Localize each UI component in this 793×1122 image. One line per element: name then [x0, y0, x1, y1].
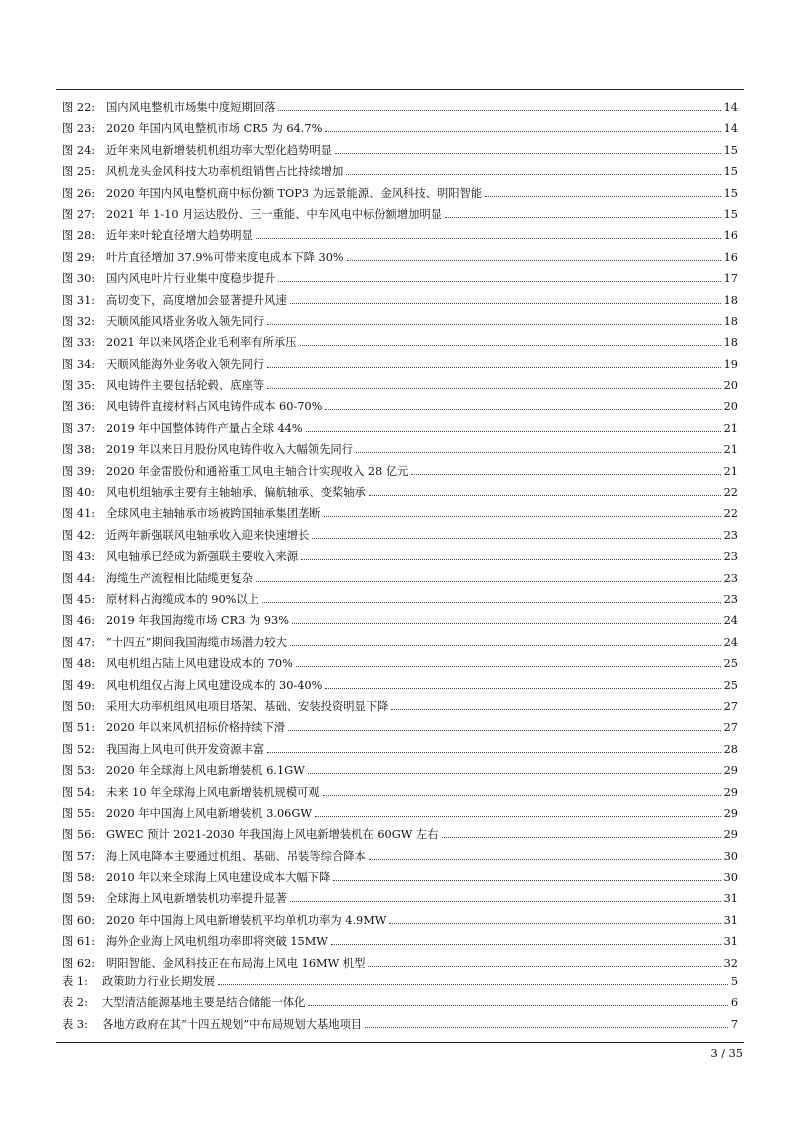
dot-leader	[369, 495, 721, 496]
dot-leader	[325, 688, 720, 689]
toc-entry-label: 图 35:	[62, 379, 96, 393]
toc-entry-page: 25	[723, 657, 738, 671]
toc-entry-title: 2021 年 1-10 月运达股份、三一重能、中车风电中标份额增加明显	[106, 207, 443, 221]
figure-toc-entry[interactable]	[62, 418, 738, 439]
toc-entry-label: 图 24:	[62, 143, 96, 157]
figure-toc-entry[interactable]	[62, 696, 738, 717]
toc-entry-label: 表 1:	[62, 975, 88, 988]
toc-entry-title: 2020 年国内风电整机市场 CR5 为 64.7%	[106, 122, 323, 136]
figure-toc-entry[interactable]	[62, 225, 738, 246]
toc-entry-title: 明阳智能、金风科技正在布局海上风电 16MW 机型	[106, 956, 366, 970]
figure-toc-entry[interactable]	[62, 396, 738, 417]
toc-entry-title: 我国海上风电可供开发资源丰富	[106, 742, 265, 756]
toc-entry-page: 6	[730, 996, 738, 1010]
dot-leader	[296, 666, 721, 667]
figure-toc-entry[interactable]	[62, 140, 738, 161]
toc-entry-page: 24	[723, 614, 738, 628]
toc-entry-page: 15	[723, 165, 738, 179]
toc-entry-title: 风电机组轴承主要有主轴轴承、偏航轴承、变桨轴承	[106, 486, 366, 500]
toc-entry-title: 风电机组仅占海上风电建设成本的 30-40%	[106, 678, 323, 692]
figure-toc-entry[interactable]	[62, 204, 738, 225]
toc-entry-label: 图 57:	[62, 849, 96, 863]
dot-leader	[331, 944, 721, 945]
toc-entry-page: 15	[723, 207, 738, 221]
toc-entry-title: 高切变下，高度增加会显著提升风速	[106, 293, 287, 307]
toc-entry-title: 2019 年以来日月股份风电铸件收入大幅领先同行	[106, 443, 353, 457]
toc-entry-page: 30	[723, 871, 738, 885]
toc-entry-page: 14	[723, 101, 738, 114]
dot-leader	[288, 730, 720, 731]
figure-toc-entry[interactable]	[62, 846, 738, 867]
toc-entry-label: 表 3:	[62, 1017, 88, 1031]
toc-entry-title: 近两年新强联风电轴承收入迎来快速增长	[106, 528, 310, 542]
toc-entry-page: 18	[723, 314, 738, 328]
dot-leader	[278, 110, 720, 111]
dot-leader	[292, 623, 721, 624]
toc-entry-title: 2020 年中国海上风电新增装机平均单机功率为 4.9MW	[106, 913, 387, 927]
toc-entry-page: 25	[723, 678, 738, 692]
figure-toc-entry[interactable]	[62, 653, 738, 674]
figure-toc-entry[interactable]	[62, 375, 738, 396]
table-list	[62, 971, 738, 1035]
toc-entry-page: 18	[723, 336, 738, 350]
dot-leader	[262, 602, 721, 603]
toc-entry-page: 16	[723, 229, 738, 243]
toc-entry-label: 图 46:	[62, 614, 96, 628]
dot-leader	[389, 923, 720, 924]
dot-leader	[445, 217, 721, 218]
toc-entry-title: 风电铸件主要包括轮毂、底座等	[106, 379, 265, 393]
dot-leader	[325, 131, 720, 132]
dot-leader	[391, 709, 720, 710]
toc-entry-page: 5	[730, 975, 738, 988]
toc-entry-title: 叶片直径增加 37.9%可带来度电成本下降 30%	[106, 250, 344, 264]
toc-entry-title: 风电轴承已经成为新强联主要收入来源	[106, 550, 299, 564]
figure-toc-entry[interactable]	[62, 931, 738, 952]
toc-entry-label: 表 2:	[62, 996, 88, 1010]
toc-entry-page: 31	[723, 913, 738, 927]
toc-entry-page: 23	[723, 550, 738, 564]
toc-entry-title: GWEC 预计 2021-2030 年我国海上风电新增装机在 60GW 左右	[106, 828, 439, 842]
toc-entry-title: 2020 年全球海上风电新增装机 6.1GW	[106, 764, 305, 778]
toc-entry-label: 图 51:	[62, 721, 96, 735]
dot-leader	[312, 538, 720, 539]
dot-leader	[323, 795, 721, 796]
figure-list	[62, 97, 738, 974]
figure-toc-entry[interactable]	[62, 268, 738, 289]
toc-entry-page: 30	[723, 849, 738, 863]
figure-toc-entry[interactable]	[62, 183, 738, 204]
toc-entry-page: 29	[723, 828, 738, 842]
figure-toc-entry[interactable]	[62, 610, 738, 631]
dot-leader	[347, 260, 721, 261]
toc-entry-page: 29	[723, 806, 738, 820]
toc-entry-label: 图 61:	[62, 935, 96, 949]
toc-entry-title: 近年来风电新增装机机组功率大型化趋势明显	[106, 143, 332, 157]
toc-entry-page: 15	[723, 186, 738, 200]
toc-entry-label: 图 55:	[62, 806, 96, 820]
toc-entry-label: 图 23:	[62, 122, 96, 136]
footer-rule	[56, 1042, 744, 1043]
dot-leader	[300, 345, 721, 346]
toc-entry-page: 21	[723, 443, 738, 457]
toc-entry-label: 图 28:	[62, 229, 96, 243]
figure-toc-entry[interactable]	[62, 354, 738, 375]
figure-toc-entry[interactable]	[62, 867, 738, 888]
toc-entry-label: 图 45:	[62, 592, 96, 606]
toc-entry-label: 图 22:	[62, 101, 96, 114]
toc-entry-title: 2020 年国内风电整机商中标份额 TOP3 为远景能源、金风科技、明阳智能	[106, 186, 483, 200]
toc-entry-page: 27	[723, 699, 738, 713]
dot-leader	[278, 281, 720, 282]
figure-toc-entry[interactable]	[62, 247, 738, 268]
toc-entry-title: 采用大功率机组风电项目塔架、基础、安装投资明显下降	[106, 699, 389, 713]
toc-entry-label: 图 53:	[62, 764, 96, 778]
figure-toc-entry[interactable]	[62, 888, 738, 909]
toc-entry-title: 风电机组占陆上风电建设成本的 70%	[106, 657, 293, 671]
dot-leader	[256, 238, 721, 239]
toc-entry-title: 天顺风能风塔业务收入领先同行	[106, 314, 265, 328]
dot-leader	[267, 388, 720, 389]
toc-entry-title: 政策助力行业长期发展	[102, 975, 215, 988]
toc-entry-title: 国内风电叶片行业集中度稳步提升	[106, 272, 276, 286]
toc-entry-title: 全球海上风电新增装机功率提升显著	[106, 892, 287, 906]
dot-leader	[267, 752, 720, 753]
dot-leader	[365, 1027, 728, 1028]
toc-entry-page: 20	[723, 400, 738, 414]
toc-entry-label: 图 26:	[62, 186, 96, 200]
header-rule	[56, 89, 744, 90]
dot-leader	[290, 303, 721, 304]
dot-leader	[306, 431, 721, 432]
toc-entry-label: 图 25:	[62, 165, 96, 179]
toc-entry-title: 国内风电整机市场集中度短期回落	[106, 101, 276, 114]
toc-entry-title: 原材料占海缆成本的 90%以上	[106, 592, 259, 606]
toc-entry-page: 18	[723, 293, 738, 307]
toc-entry-label: 图 34:	[62, 357, 96, 371]
toc-entry-page: 28	[723, 742, 738, 756]
toc-entry-label: 图 33:	[62, 336, 96, 350]
dot-leader	[218, 984, 728, 985]
dot-leader	[333, 880, 720, 881]
page-number: 3 / 35	[710, 1047, 743, 1060]
dot-leader	[267, 324, 720, 325]
dot-leader	[301, 559, 721, 560]
dot-leader	[325, 409, 720, 410]
figure-toc-entry[interactable]	[62, 568, 738, 589]
toc-entry-label: 图 27:	[62, 207, 96, 221]
toc-entry-title: 未来 10 年全球海上风电新增装机规模可观	[106, 785, 320, 799]
toc-entry-label: 图 41:	[62, 507, 96, 521]
figure-toc-entry[interactable]	[62, 632, 738, 653]
toc-entry-title: 风机龙头金风科技大功率机组销售占比持续增加	[106, 165, 344, 179]
dot-leader	[324, 516, 721, 517]
toc-entry-title: 海上风电降本主要通过机组、基础、吊装等综合降本	[106, 849, 366, 863]
toc-entry-title: 天顺风能海外业务收入领先同行	[106, 357, 265, 371]
toc-entry-page: 23	[723, 571, 738, 585]
toc-entry-page: 31	[723, 892, 738, 906]
toc-entry-title: 2021 年以来风塔企业毛利率有所承压	[106, 336, 297, 350]
dot-leader	[308, 1005, 727, 1006]
toc-entry-title: 2019 年我国海缆市场 CR3 为 93%	[106, 614, 289, 628]
figure-toc-entry[interactable]	[62, 311, 738, 332]
toc-entry-label: 图 44:	[62, 571, 96, 585]
toc-entry-label: 图 31:	[62, 293, 96, 307]
figure-toc-entry[interactable]	[62, 739, 738, 760]
toc-entry-label: 图 56:	[62, 828, 96, 842]
dot-leader	[346, 174, 720, 175]
figure-toc-entry[interactable]	[62, 461, 738, 482]
toc-entry-label: 图 52:	[62, 742, 96, 756]
toc-entry-label: 图 32:	[62, 314, 96, 328]
toc-entry-page: 29	[723, 785, 738, 799]
toc-entry-label: 图 37:	[62, 421, 96, 435]
toc-entry-label: 图 42:	[62, 528, 96, 542]
toc-entry-page: 21	[723, 421, 738, 435]
toc-entry-page: 29	[723, 764, 738, 778]
toc-entry-title: 2020 年中国海上风电新增装机 3.06GW	[106, 806, 312, 820]
toc-entry-label: 图 43:	[62, 550, 96, 564]
toc-entry-label: 图 36:	[62, 400, 96, 414]
toc-entry-label: 图 58:	[62, 871, 96, 885]
figure-toc-entry[interactable]	[62, 546, 738, 567]
toc-entry-label: 图 62:	[62, 956, 96, 970]
toc-entry-title: 各地方政府在其“十四五规划”中布局规划大基地项目	[102, 1017, 363, 1031]
toc-entry-label: 图 39:	[62, 464, 96, 478]
dot-leader	[369, 859, 721, 860]
figure-toc-entry[interactable]	[62, 717, 738, 738]
figure-toc-entry[interactable]	[62, 675, 738, 696]
toc-entry-label: 图 59:	[62, 892, 96, 906]
toc-entry-title: 2010 年以来全球海上风电建设成本大幅下降	[106, 871, 331, 885]
toc-entry-label: 图 38:	[62, 443, 96, 457]
figure-toc-entry[interactable]	[62, 118, 738, 139]
dot-leader	[290, 645, 721, 646]
toc-entry-page: 20	[723, 379, 738, 393]
figure-toc-entry[interactable]	[62, 760, 738, 781]
toc-entry-label: 图 54:	[62, 785, 96, 799]
dot-leader	[290, 901, 721, 902]
figure-toc-entry[interactable]	[62, 824, 738, 845]
figure-toc-entry[interactable]	[62, 589, 738, 610]
dot-leader	[356, 452, 721, 453]
dot-leader	[368, 966, 720, 967]
figure-toc-entry[interactable]	[62, 161, 738, 182]
toc-entry-title: 近年来叶轮直径增大趋势明显	[106, 229, 253, 243]
figure-toc-entry[interactable]	[62, 803, 738, 824]
dot-leader	[335, 153, 721, 154]
toc-entry-title: 大型清洁能源基地主要是结合储能一体化	[102, 996, 306, 1010]
figure-toc-entry[interactable]	[62, 97, 738, 118]
dot-leader	[485, 196, 720, 197]
toc-entry-title: 风电铸件直接材料占风电铸件成本 60-70%	[106, 400, 323, 414]
dot-leader	[442, 837, 721, 838]
table-toc-entry[interactable]	[62, 992, 738, 1013]
toc-entry-label: 图 60:	[62, 913, 96, 927]
toc-entry-page: 32	[723, 956, 738, 970]
toc-entry-page: 21	[723, 464, 738, 478]
toc-entry-page: 23	[723, 592, 738, 606]
toc-entry-title: 2019 年中国整体铸件产量占全球 44%	[106, 421, 303, 435]
toc-entry-title: 海外企业海上风电机组功率即将突破 15MW	[106, 935, 328, 949]
toc-entry-page: 19	[723, 357, 738, 371]
toc-entry-title: 全球风电主轴轴承市场被跨国轴承集团垄断	[106, 507, 321, 521]
toc-entry-page: 14	[723, 122, 738, 136]
toc-entry-label: 图 29:	[62, 250, 96, 264]
toc-entry-label: 图 50:	[62, 699, 96, 713]
table-toc-entry[interactable]	[62, 1014, 738, 1035]
figure-toc-entry[interactable]	[62, 439, 738, 460]
toc-entry-label: 图 49:	[62, 678, 96, 692]
toc-entry-title: “十四五”期间我国海缆市场潜力较大	[106, 635, 288, 649]
toc-entry-page: 22	[723, 507, 738, 521]
toc-entry-page: 27	[723, 721, 738, 735]
toc-entry-page: 24	[723, 635, 738, 649]
dot-leader	[315, 816, 721, 817]
toc-entry-label: 图 30:	[62, 272, 96, 286]
toc-entry-page: 17	[723, 272, 738, 286]
figure-toc-entry[interactable]	[62, 503, 738, 524]
dot-leader	[267, 367, 720, 368]
toc-entry-page: 15	[723, 143, 738, 157]
toc-entry-page: 31	[723, 935, 738, 949]
toc-entry-label: 图 48:	[62, 657, 96, 671]
toc-entry-page: 23	[723, 528, 738, 542]
figure-toc-entry[interactable]	[62, 332, 738, 353]
toc-entry-label: 图 47:	[62, 635, 96, 649]
dot-leader	[411, 474, 720, 475]
figure-toc-entry[interactable]	[62, 482, 738, 503]
figure-toc-entry[interactable]	[62, 782, 738, 803]
dot-leader	[256, 581, 721, 582]
toc-entry-title: 海缆生产流程相比陆缆更复杂	[106, 571, 253, 585]
toc-entry-page: 7	[730, 1017, 738, 1031]
toc-entry-title: 2020 年以来风机招标价格持续下滑	[106, 721, 286, 735]
toc-entry-title: 2020 年金雷股份和通裕重工风电主轴合计实现收入 28 亿元	[106, 464, 409, 478]
table-toc-entry[interactable]	[62, 971, 738, 992]
toc-entry-page: 16	[723, 250, 738, 264]
dot-leader	[308, 773, 721, 774]
figure-toc-entry[interactable]	[62, 910, 738, 931]
figure-toc-entry[interactable]	[62, 525, 738, 546]
figure-toc-entry[interactable]	[62, 290, 738, 311]
toc-entry-page: 22	[723, 486, 738, 500]
toc-entry-label: 图 40:	[62, 486, 96, 500]
